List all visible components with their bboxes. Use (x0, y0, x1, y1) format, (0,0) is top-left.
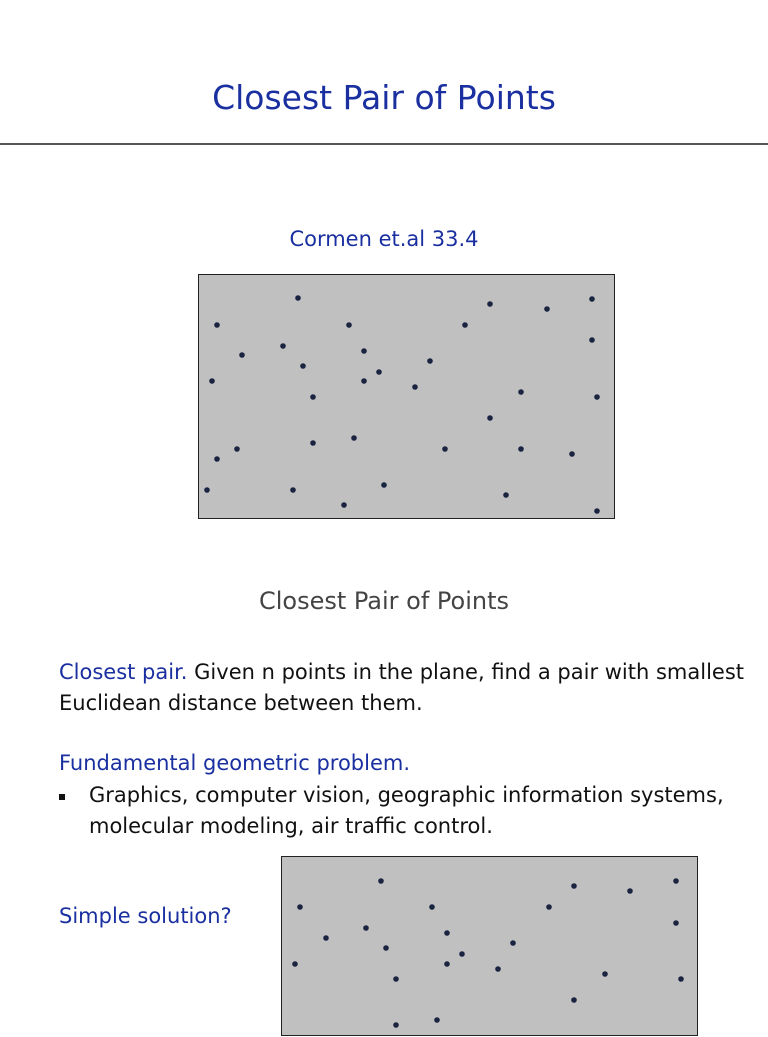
bullet-icon (59, 794, 65, 800)
point-marker (361, 348, 367, 354)
point-marker (351, 435, 357, 441)
point-marker (393, 976, 399, 982)
fundamental-problem-heading: Fundamental geometric problem. (59, 751, 411, 775)
reference-citation: Cormen et.al 33.4 (289, 227, 479, 251)
point-marker (346, 322, 352, 328)
point-marker (204, 487, 210, 493)
point-marker (444, 961, 450, 967)
point-set-svg-bottom (282, 857, 699, 1037)
point-marker (673, 920, 679, 926)
point-marker (503, 492, 509, 498)
point-marker (442, 446, 448, 452)
point-marker (444, 930, 450, 936)
point-marker (290, 487, 296, 493)
simple-solution-question: Simple solution? (59, 904, 232, 928)
point-marker (462, 322, 468, 328)
point-marker (363, 925, 369, 931)
point-marker (292, 961, 298, 967)
point-set-figure-bottom (281, 856, 698, 1036)
point-marker (295, 295, 301, 301)
point-marker (495, 966, 501, 972)
point-marker (673, 878, 679, 884)
point-marker (487, 415, 493, 421)
point-marker (487, 301, 493, 307)
applications-text: Graphics, computer vision, geographic information systems, molecular modeling, air traffic control. (89, 783, 724, 838)
point-marker (361, 378, 367, 384)
point-marker (589, 337, 595, 343)
point-marker (383, 945, 389, 951)
title-divider (0, 143, 768, 145)
point-marker (209, 378, 215, 384)
point-marker (678, 976, 684, 982)
point-marker (544, 306, 550, 312)
point-marker (280, 343, 286, 349)
point-marker (214, 322, 220, 328)
point-marker (510, 940, 516, 946)
slide-title: Closest Pair of Points (212, 78, 556, 117)
point-marker (234, 446, 240, 452)
point-marker (412, 384, 418, 390)
point-marker (571, 997, 577, 1003)
point-marker (341, 502, 347, 508)
point-marker (602, 971, 608, 977)
point-marker (518, 389, 524, 395)
point-marker (429, 904, 435, 910)
point-marker (297, 904, 303, 910)
point-marker (594, 508, 600, 514)
point-marker (323, 935, 329, 941)
point-marker (239, 352, 245, 358)
closest-pair-definition (59, 657, 749, 719)
point-marker (300, 363, 306, 369)
point-marker (214, 456, 220, 462)
point-marker (378, 878, 384, 884)
point-marker (571, 883, 577, 889)
point-marker (627, 888, 633, 894)
point-marker (594, 394, 600, 400)
section-title: Closest Pair of Points (258, 587, 510, 615)
point-set-svg-top (199, 275, 616, 520)
point-marker (459, 951, 465, 957)
point-marker (381, 482, 387, 488)
point-marker (518, 446, 524, 452)
point-marker (427, 358, 433, 364)
point-marker (310, 440, 316, 446)
point-set-figure-top (198, 274, 615, 519)
point-marker (393, 1022, 399, 1028)
closest-pair-term: Closest pair. (59, 660, 188, 684)
point-marker (376, 369, 382, 375)
point-marker (569, 451, 575, 457)
point-marker (546, 904, 552, 910)
point-marker (589, 296, 595, 302)
closest-pair-description: Given n points in the plane, find a pair with smallest Euclidean distance between them. (59, 660, 745, 715)
point-marker (310, 394, 316, 400)
point-marker (434, 1017, 440, 1023)
